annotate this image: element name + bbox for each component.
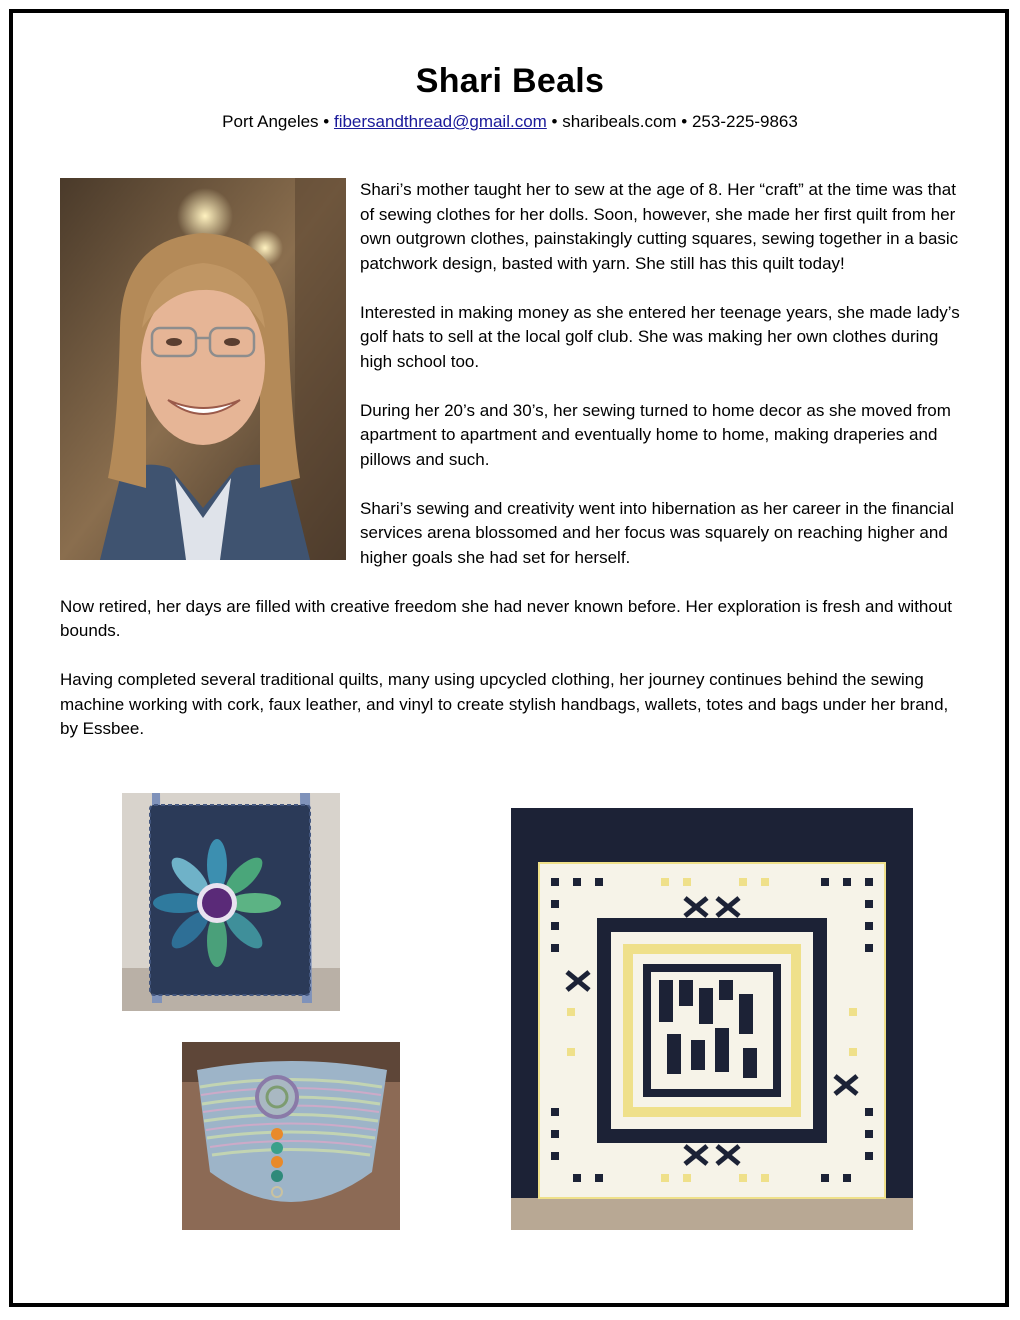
location: Port Angeles (222, 112, 319, 131)
separator: • (318, 112, 334, 131)
separator: • (676, 112, 692, 131)
email-link[interactable]: fibersandthread@gmail.com (333, 112, 547, 131)
contact-line (0, 111, 1020, 133)
bio-paragraph: Interested in making money as she entered her teenage years, she made lady’s golf hats to sell at the local golf club. She was making her own clothes during high school too. (360, 302, 960, 371)
rope-bowl-photo (182, 1042, 400, 1230)
biography (60, 178, 960, 742)
page-title: Shari Beals (415, 62, 605, 100)
quilt-photo (511, 808, 913, 1230)
bio-paragraph: During her 20’s and 30’s, her sewing turned to home decor as she moved from apartment to apartment and eventually home to home, making draperies and pillows and such. (360, 400, 951, 469)
bio-paragraph: Shari’s sewing and creativity went into hibernation as her career in the financial services arena blossomed and her focus was squarely on reaching higher and higher goals she had set for herself. (360, 498, 955, 567)
tote-bag-photo (122, 793, 340, 1011)
website: sharibeals.com (562, 112, 677, 131)
phone: 253-225-9863 (691, 112, 798, 131)
bio-paragraph: Shari’s mother taught her to sew at the age of 8. Her “craft” at the time was that of sewing clothes for her dolls. Soon, however, she made her first quilt from her own outgrown clothes, painstakingly cutting squares, sewing together in a basic patchwork design, basted with yarn. She still has this quilt today! (360, 180, 959, 273)
separator: • (546, 112, 563, 131)
bio-paragraph: Having completed several traditional quilts, many using upcycled clothing, her journey continues behind the sewing machine working with cork, faux leather, and vinyl to create stylish handbags, wallets, totes and bags under her brand, by Essbee. (60, 670, 949, 738)
portrait-photo (60, 178, 346, 560)
bio-paragraph: Now retired, her days are filled with creative freedom she had never known before. Her exploration is fresh and without bounds. (60, 596, 953, 640)
